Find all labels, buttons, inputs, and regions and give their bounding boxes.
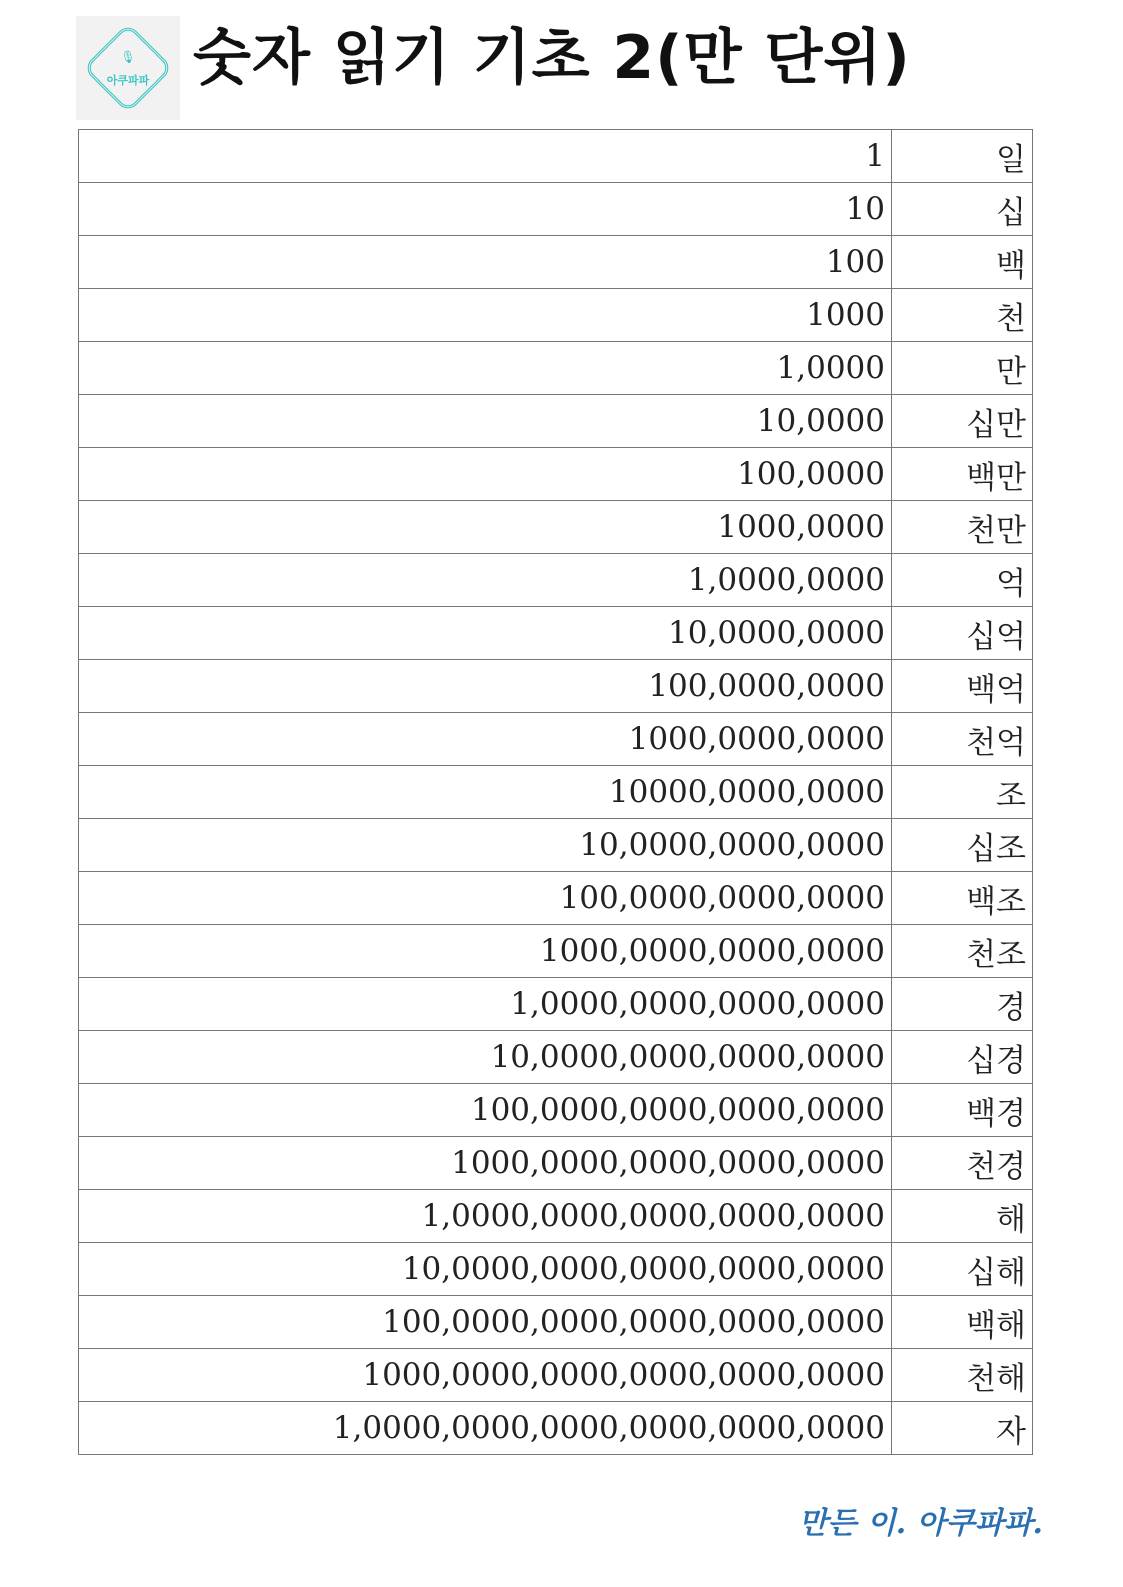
reading-cell: 해 (892, 1190, 1033, 1243)
reading-cell: 천만 (892, 501, 1033, 554)
table-row (79, 183, 1033, 236)
table-row (79, 978, 1033, 1031)
table-row (79, 289, 1033, 342)
page-title: 숫자 읽기 기초 2(만 단위) (193, 23, 911, 93)
table-row (79, 872, 1033, 925)
number-cell: 100,0000,0000 (79, 660, 892, 713)
number-cell: 100,0000,0000,0000 (79, 872, 892, 925)
table-row (79, 1349, 1033, 1402)
reading-cell: 천억 (892, 713, 1033, 766)
table-row (79, 130, 1033, 183)
reading-cell: 천경 (892, 1137, 1033, 1190)
author-signature: 만든 이. 아쿠파파. (798, 1506, 1043, 1541)
number-cell: 10 (79, 183, 892, 236)
number-cell: 10000,0000,0000 (79, 766, 892, 819)
number-cell: 1,0000,0000,0000,0000,0000 (79, 1190, 892, 1243)
reading-cell: 백해 (892, 1296, 1033, 1349)
reading-cell: 십 (892, 183, 1033, 236)
reading-cell: 천해 (892, 1349, 1033, 1402)
reading-cell: 백만 (892, 448, 1033, 501)
reading-cell: 백억 (892, 660, 1033, 713)
reading-cell: 경 (892, 978, 1033, 1031)
reading-cell: 십억 (892, 607, 1033, 660)
table-row (79, 1402, 1033, 1455)
number-cell: 1000,0000 (79, 501, 892, 554)
reading-cell: 억 (892, 554, 1033, 607)
table-row (79, 236, 1033, 289)
table-row (79, 395, 1033, 448)
number-cell: 10,0000 (79, 395, 892, 448)
table-row (79, 766, 1033, 819)
number-cell: 1000,0000,0000,0000,0000,0000 (79, 1349, 892, 1402)
number-cell: 100,0000 (79, 448, 892, 501)
table-row (79, 607, 1033, 660)
number-cell: 1000 (79, 289, 892, 342)
reading-cell: 천조 (892, 925, 1033, 978)
reading-cell: 백 (892, 236, 1033, 289)
reading-cell: 십경 (892, 1031, 1033, 1084)
number-cell: 1000,0000,0000,0000 (79, 925, 892, 978)
table-row (79, 1190, 1033, 1243)
number-cell: 1,0000,0000,0000,0000 (79, 978, 892, 1031)
number-cell: 1 (79, 130, 892, 183)
reading-cell: 천 (892, 289, 1033, 342)
number-cell: 1,0000 (79, 342, 892, 395)
number-cell: 1,0000,0000 (79, 554, 892, 607)
table-row (79, 554, 1033, 607)
reading-cell: 일 (892, 130, 1033, 183)
reading-cell: 십해 (892, 1243, 1033, 1296)
table-row (79, 713, 1033, 766)
reading-cell: 십조 (892, 819, 1033, 872)
table-row (79, 342, 1033, 395)
reading-cell: 자 (892, 1402, 1033, 1455)
table-row (79, 448, 1033, 501)
number-cell: 1,0000,0000,0000,0000,0000,0000 (79, 1402, 892, 1455)
logo-diamond-frame (83, 23, 174, 114)
number-cell: 1000,0000,0000,0000,0000 (79, 1137, 892, 1190)
reading-cell: 백조 (892, 872, 1033, 925)
number-cell: 10,0000,0000 (79, 607, 892, 660)
microphone-icon: 🎙 (120, 50, 136, 64)
number-cell: 10,0000,0000,0000 (79, 819, 892, 872)
table-row (79, 1137, 1033, 1190)
number-cell: 10,0000,0000,0000,0000,0000 (79, 1243, 892, 1296)
reading-cell: 십만 (892, 395, 1033, 448)
logo-text: 아쿠파파 (106, 74, 150, 87)
table-row (79, 1031, 1033, 1084)
number-cell: 100,0000,0000,0000,0000 (79, 1084, 892, 1137)
table-row (79, 660, 1033, 713)
table-row (79, 1296, 1033, 1349)
number-cell: 1000,0000,0000 (79, 713, 892, 766)
logo (76, 16, 180, 120)
reading-cell: 만 (892, 342, 1033, 395)
reading-cell: 조 (892, 766, 1033, 819)
number-table (78, 129, 1033, 1455)
table-row (79, 501, 1033, 554)
number-cell: 100,0000,0000,0000,0000,0000 (79, 1296, 892, 1349)
table-row (79, 1243, 1033, 1296)
number-cell: 100 (79, 236, 892, 289)
table-row (79, 925, 1033, 978)
number-cell: 10,0000,0000,0000,0000 (79, 1031, 892, 1084)
table-row (79, 819, 1033, 872)
table-row (79, 1084, 1033, 1137)
reading-cell: 백경 (892, 1084, 1033, 1137)
